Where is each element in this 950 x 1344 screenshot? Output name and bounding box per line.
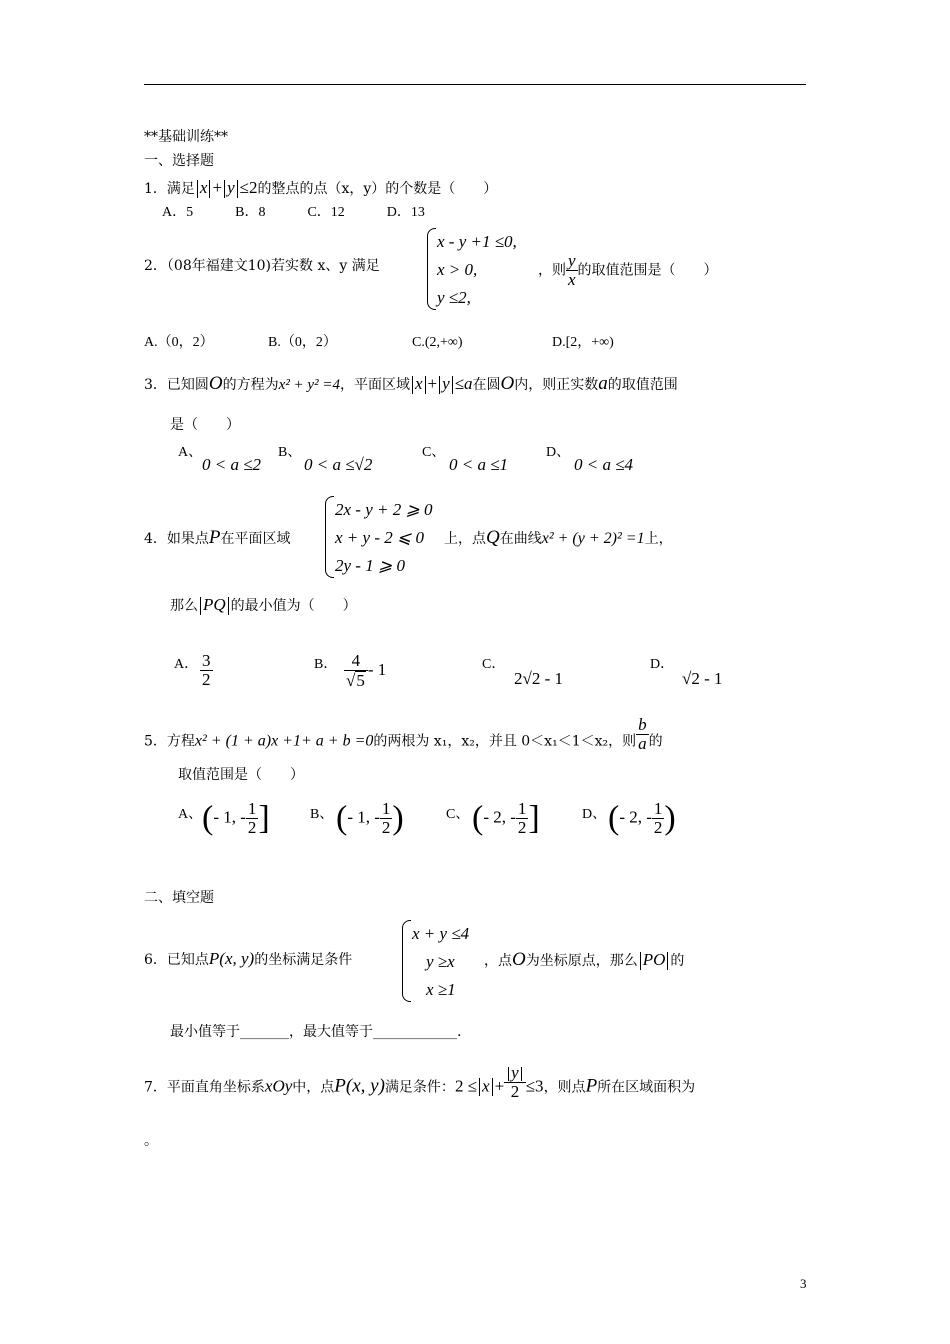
question-2-option-d: D.[2，+∞) <box>552 335 614 350</box>
section-fill-title: 二、填空题 <box>144 890 214 906</box>
question-5: 5．方程x² + (1 + a)x +1+ a + b =0的两根为 x₁，x₂，并且 0＜x₁＜1＜x₂，则 $\frac{b}{a}$ 的 <box>144 715 663 753</box>
question-5-label-b: B、 <box>310 807 334 822</box>
question-3: 3．已知圆O的方程为x² + y² =4，平面区域 x + y ≤a在圆O内，则正实数a的取值范围 <box>144 373 678 394</box>
question-4-prefix: 4．如果点P在平面区域 <box>144 527 291 548</box>
question-2-prefix: 2．（08年福建文10)若实数 x、y 满足 <box>144 258 380 274</box>
question-4-suffix: 上，点Q在曲线x² + (y + 2)² =1上， <box>444 527 673 548</box>
question-5-option-a: (- 1, - $\frac{1}{2}$ ] <box>202 799 270 837</box>
question-4-line2: 那么 PQ 的最小值为（ ） <box>170 595 357 614</box>
question-3-option-c: 0 < a ≤1 <box>449 455 509 474</box>
question-3-label-a: A、 <box>178 445 203 460</box>
question-4-label-c: C． <box>482 657 506 672</box>
question-2-option-a: A.（0，2） <box>144 335 214 350</box>
question-2-suffix: ，则 $\frac{y}{x}$ 的取值范围是（ ） <box>538 251 718 289</box>
question-4-option-a: $\frac{3}{2}$ <box>202 651 211 689</box>
question-1: 1．满足 x + y ≤2的整点的点（x，y）的个数是（ ） <box>144 178 498 197</box>
question-3-line2: 是（ ） <box>170 417 240 433</box>
question-4-system: 2x - y + 2 ⩾ 0 x + y - 2 ⩽ 0 2y - 1 ⩾ 0 <box>325 496 449 578</box>
question-3-label-d: D、 <box>546 445 571 460</box>
question-2-option-b: B.（0，2） <box>268 335 337 350</box>
question-2-option-c: C.(2,+∞) <box>412 335 463 350</box>
question-3-option-d: 0 < a ≤4 <box>574 455 634 474</box>
question-5-line2: 取值范围是（ ） <box>178 767 304 783</box>
section-choice-title: 一、选择题 <box>144 153 214 169</box>
question-4-option-d: √2 - 1 <box>682 669 723 688</box>
question-5-option-b: (- 1, - $\frac{1}{2}$ ) <box>336 799 404 837</box>
question-3-option-b: 0 < a ≤√2 <box>304 455 373 474</box>
question-4-label-b: B． <box>314 657 338 672</box>
question-3-label-c: C、 <box>422 445 446 460</box>
question-4-option-b: $\frac{4}{√5}$ - 1 <box>346 651 387 690</box>
question-4-label-d: D． <box>650 657 675 672</box>
question-6-system: x + y ≤4 y ≥x x ≥1 <box>402 920 492 1002</box>
question-5-label-c: C、 <box>446 807 470 822</box>
question-6-prefix: 6．已知点P(x, y)的坐标满足条件 <box>144 949 353 968</box>
question-7: 7．平面直角坐标系xOy中，点P(x, y)满足条件：2 ≤ x + $\frac{y}{2}$ ≤3，则点P所在区域面积为 <box>144 1063 696 1101</box>
question-2-system: x - y +1 ≤0, x > 0, y ≤2, <box>427 228 537 310</box>
question-1-options: A．5 B．8 C．12 D．13 <box>162 205 425 220</box>
question-6-suffix: ，点O为坐标原点，那么 PO 的 <box>484 949 685 970</box>
page-number: 3 <box>800 1276 807 1291</box>
section-heading: **基础训练** <box>144 129 228 145</box>
header-rule <box>144 84 806 85</box>
question-4-option-c: 2√2 - 1 <box>514 669 563 688</box>
question-6-line2: 最小值等于_______，最大值等于____________. <box>170 1024 462 1040</box>
question-5-option-c: (- 2, - $\frac{1}{2}$ ] <box>472 799 540 837</box>
question-5-label-d: D、 <box>582 807 607 822</box>
question-3-option-a: 0 < a ≤2 <box>202 455 262 474</box>
question-5-option-d: (- 2, - $\frac{1}{2}$ ) <box>608 799 676 837</box>
question-5-label-a: A、 <box>178 807 203 822</box>
question-4-label-a: A． <box>174 657 199 672</box>
question-7-line2: 。 <box>144 1133 158 1149</box>
question-3-label-b: B、 <box>278 445 302 460</box>
